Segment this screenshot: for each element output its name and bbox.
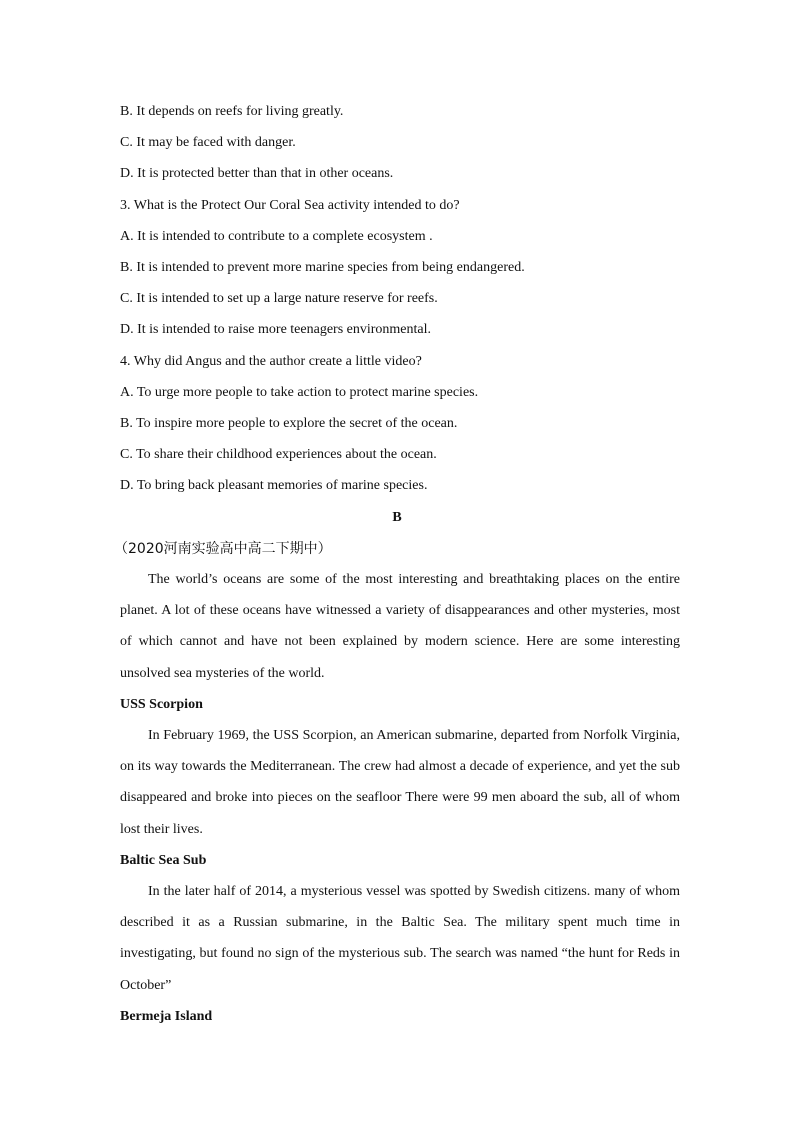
option-2d: D. It is protected better than that in other oceans. xyxy=(120,166,394,181)
passage-intro: The world’s oceans are some of the most interesting and breathtaking places on the entire planet. A lot of these oceans have witnessed a variety of disappearances and other mysteries, most of which cannot and have not been explained by modern science. Here are some interesting unsolved sea mysteries of the world. xyxy=(120,572,680,681)
heading-bermeja-island: Bermeja Island xyxy=(120,1009,213,1024)
option-3d: D. It is intended to raise more teenagers environmental. xyxy=(120,322,432,337)
option-3b: B. It is intended to prevent more marine species from being endangered. xyxy=(120,260,525,275)
paragraph-uss-scorpion: In February 1969, the USS Scorpion, an American submarine, departed from Norfolk Virginia, on its way towards the Mediterranean. The crew had almost a decade of experience, and yet the sub disappeared and broke into pieces on the seafloor There were 99 men aboard the sub, all of whom lost their lives. xyxy=(120,728,680,837)
option-2c: C. It may be faced with danger. xyxy=(120,135,296,150)
option-3a: A. It is intended to contribute to a complete ecosystem . xyxy=(120,229,433,244)
paragraph-baltic-sea-sub: In the later half of 2014, a mysterious vessel was spotted by Swedish citizens. many of whom described it as a Russian submarine, in the Baltic Sea. The military spent much time in investigating, but found no sign of the mysterious sub. The search was named “the hunt for Reds in October” xyxy=(120,884,680,993)
question-4: 4. Why did Angus and the author create a little video? xyxy=(120,354,422,369)
section-letter: B xyxy=(392,510,402,525)
source-note: （2020河南实验高中高二下期中） xyxy=(114,541,332,557)
option-4d: D. To bring back pleasant memories of marine species. xyxy=(120,478,428,493)
option-4c: C. To share their childhood experiences about the ocean. xyxy=(120,447,437,462)
option-2b: B. It depends on reefs for living greatly. xyxy=(120,104,344,119)
option-4b: B. To inspire more people to explore the secret of the ocean. xyxy=(120,416,458,431)
option-4a: A. To urge more people to take action to protect marine species. xyxy=(120,385,479,400)
heading-uss-scorpion: USS Scorpion xyxy=(120,697,203,712)
option-3c: C. It is intended to set up a large nature reserve for reefs. xyxy=(120,291,438,306)
heading-baltic-sea-sub: Baltic Sea Sub xyxy=(120,853,207,868)
question-3: 3. What is the Protect Our Coral Sea activity intended to do? xyxy=(120,198,460,213)
